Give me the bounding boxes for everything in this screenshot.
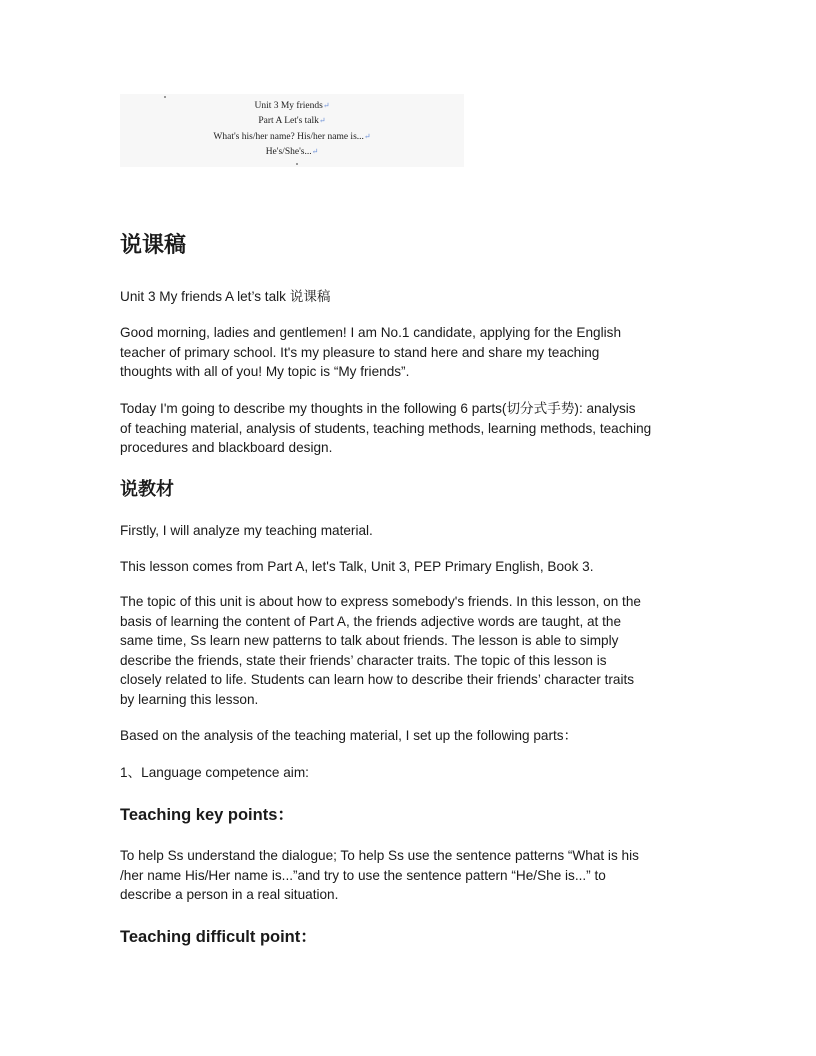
- source-paragraph: This lesson comes from Part A, let's Talk, Unit 3, PEP Primary English, Book 3.: [120, 559, 594, 574]
- section-heading-difficult-point: Teaching difficult point：: [120, 928, 317, 946]
- snippet-line-1: Unit 3 My friends↵: [254, 101, 330, 111]
- outline-paragraph: Today I'm going to describe my thoughts in the following 6 parts(切分式手势): analysis of teaching material, analysis of students, teaching methods, learning methods, teaching procedures and blackboard design.: [120, 401, 652, 456]
- based-on-paragraph: Based on the analysis of the teaching material, I set up the following parts：: [120, 728, 578, 743]
- section-heading-material: 说教材: [120, 479, 174, 500]
- aim-item: 1、Language competence aim:: [120, 765, 309, 780]
- subtitle-line: Unit 3 My friends A let’s talk 说课稿: [120, 289, 331, 304]
- page-title: 说课稿: [120, 233, 187, 258]
- snippet-dot: [296, 163, 298, 165]
- section-heading-key-points: Teaching key points：: [120, 806, 294, 824]
- snippet-line-4: He's/She's...↵: [265, 147, 319, 157]
- topic-paragraph: The topic of this unit is about how to express somebody's friends. In this lesson, on the basis of learning the content of Part A, the friends adjective words are taught, at the same time, Ss learn new patterns to talk about friends. The lesson is able to simply describe the friends, state their friends’ character traits. The topic of this lesson is closely related to life. Students can learn how to describe their friends’ character traits by learning this lesson.: [120, 594, 641, 707]
- slide-snippet-image: [120, 94, 464, 167]
- snippet-line-3: What's his/her name? His/her name is...↵: [213, 132, 371, 142]
- snippet-line-2: Part A Let's talk↵: [258, 116, 326, 126]
- intro-paragraph: Good morning, ladies and gentlemen! I am No.1 candidate, applying for the English teacher of primary school. It's my pleasure to stand here and share my teaching thoughts with all of you! My topic is “My friends”.: [120, 325, 622, 380]
- firstly-paragraph: Firstly, I will analyze my teaching material.: [120, 523, 373, 538]
- key-points-paragraph: To help Ss understand the dialogue; To help Ss use the sentence patterns “What is his /her name His/Her name is...”and try to use the sentence pattern “He/She is...” to describe a person in a real situation.: [120, 848, 639, 903]
- snippet-dot: [164, 96, 166, 98]
